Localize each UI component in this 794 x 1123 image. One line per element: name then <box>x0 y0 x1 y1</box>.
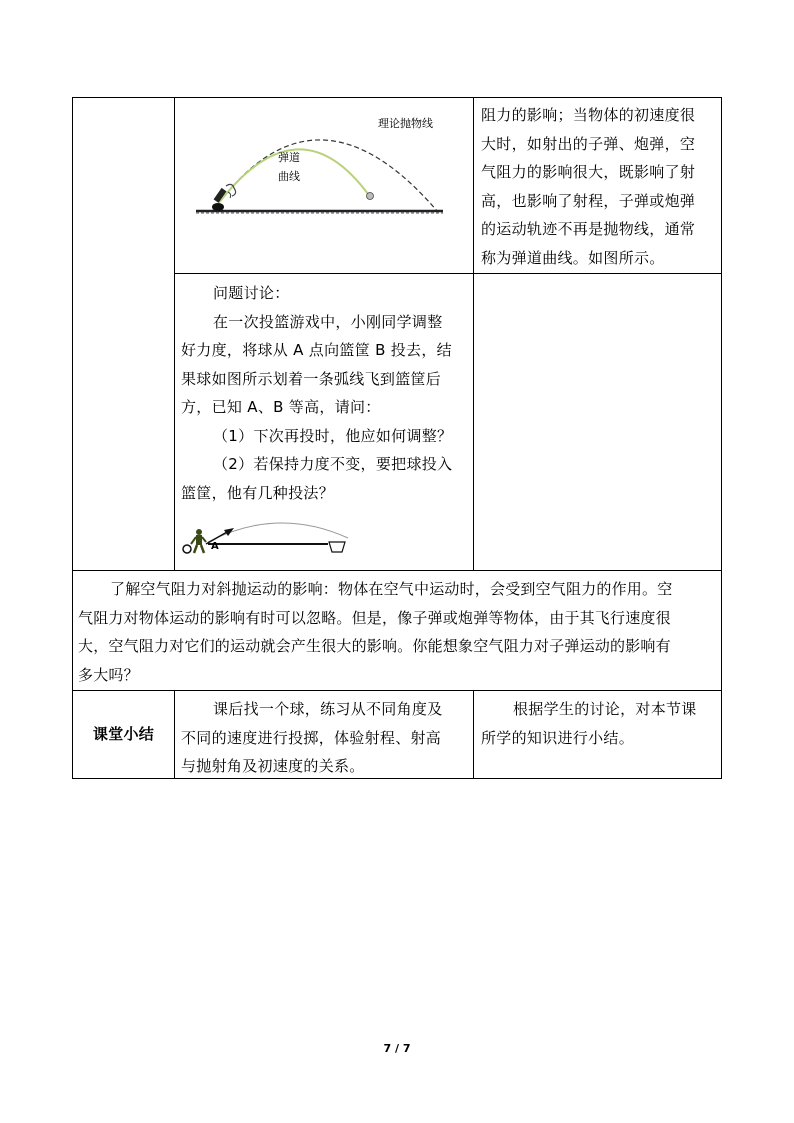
col2-divider-upper <box>473 97 474 571</box>
text-line: 气阻力的影响很大，既影响了射 <box>481 163 696 181</box>
text-line: 好力度，将球从 A 点向篮筐 B 投去，结 <box>181 341 452 359</box>
text-line: 果球如图所示划着一条弧线飞到篮筐后 <box>181 369 442 388</box>
ballistic-figure <box>178 100 470 270</box>
summary-middle-text <box>181 695 471 781</box>
problem-discussion <box>181 279 471 507</box>
air-resistance-paragraph <box>78 575 718 689</box>
ballistic-label-line1: 弹道 <box>278 151 300 164</box>
class-summary-label: 课堂小结 <box>92 725 155 743</box>
point-a-label: A <box>211 541 219 552</box>
text-line: 阻力的影响；当物体的初速度很 <box>481 106 696 124</box>
text-line: 了解空气阻力对斜抛运动的影响：物体在空气中运动时，会受到空气阻力的作用。空 <box>110 580 673 598</box>
row2-bottom-border <box>72 570 722 571</box>
text-line: 大，空气阻力对它们的运动就会产生很大的影响。你能想象空气阻力对子弹运动的影响有 <box>78 637 671 655</box>
basket-icon <box>329 542 345 552</box>
theory-parabola-label: 理论抛物线 <box>378 117 433 130</box>
table-top-border <box>72 97 722 98</box>
text-line: 与抛射角及初速度的关系。 <box>181 757 365 775</box>
col1-divider-upper <box>174 97 175 571</box>
text-line: 方，已知 A、B 等高，请问： <box>181 398 381 416</box>
col2-divider-lower <box>473 690 474 779</box>
text-line: 的运动轨迹不再是抛物线，通常 <box>481 220 696 238</box>
basketball-figure-svg <box>178 520 358 570</box>
page-number: 7 / 7 <box>383 1042 411 1055</box>
text-line: 高，也影响了射程，子弹或炮弹 <box>481 191 696 210</box>
text-line: 称为弹道曲线。如图所示。 <box>481 248 665 267</box>
text-line: 在一次投篮游戏中，小刚同学调整 <box>213 312 443 331</box>
basketball-figure <box>178 520 358 570</box>
text-line: 篮筐，他有几种投法？ <box>181 483 335 502</box>
row1-right-text <box>481 101 719 272</box>
problem-heading: 问题讨论： <box>213 284 290 302</box>
text-line: 所学的知识进行小结。 <box>481 728 635 747</box>
theory-parabola-curve <box>218 140 438 212</box>
row1-bottom-border <box>174 273 722 274</box>
question-2: （2）若保持力度不变，要把球投入 <box>213 455 453 473</box>
ballistic-label-line2: 曲线 <box>278 170 300 183</box>
ball-icon <box>183 545 191 553</box>
col1-divider-lower <box>174 690 175 779</box>
table-left-border <box>72 97 73 779</box>
text-line: 根据学生的讨论，对本节课 <box>513 700 697 718</box>
text-line: 不同的速度进行投掷，体验射程、射高 <box>181 728 442 747</box>
question-1: （1）下次再投时，他应如何调整？ <box>213 426 453 445</box>
text-line: 气阻力对物体运动的影响有时可以忽略。但是，像子弹或炮弹等物体，由于其飞行速度很 <box>78 608 671 627</box>
text-line: 课后找一个球，练习从不同角度及 <box>213 700 443 718</box>
summary-right-text <box>481 695 719 752</box>
table-right-border <box>721 97 722 779</box>
row3-bottom-border <box>72 690 722 691</box>
shell-marker <box>367 193 374 200</box>
text-line: 多大吗？ <box>78 665 139 684</box>
text-line: 大时，如射出的子弹、炮弹，空 <box>481 134 696 153</box>
person-icon <box>191 529 206 553</box>
